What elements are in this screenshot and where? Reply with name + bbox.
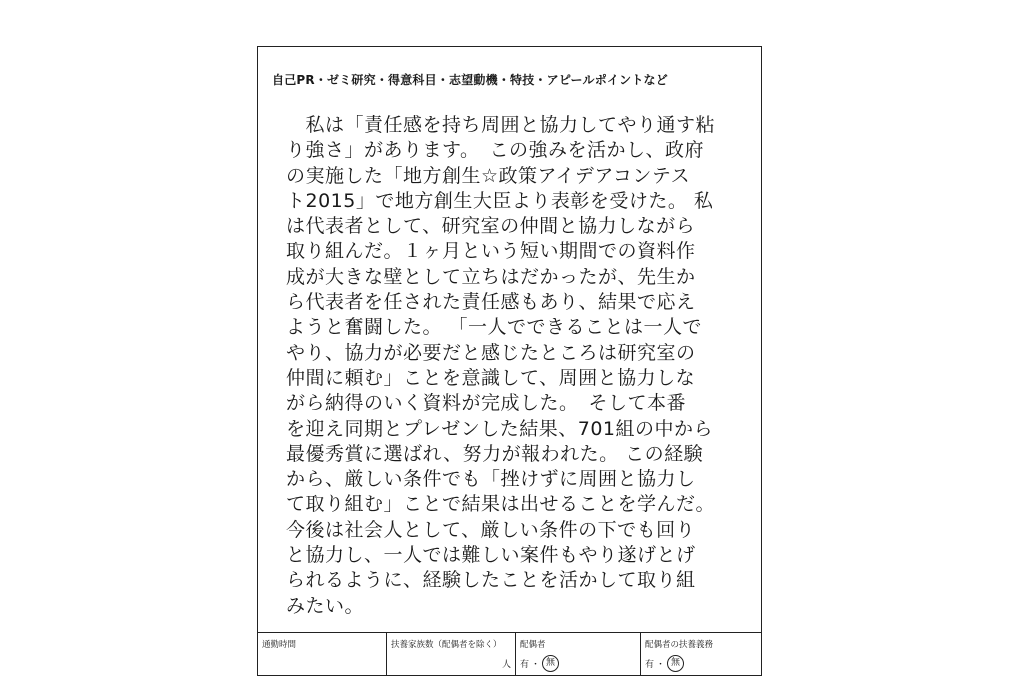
footer-info-row <box>258 632 761 676</box>
body-line: は代表者として、研究室の仲間と協力しながら <box>286 215 696 238</box>
spouse-support-separator: ・ <box>656 660 666 670</box>
body-line: から、厳しい条件でも「挫けずに周囲と協力し <box>286 468 696 491</box>
body-line: ら代表者を任された責任感もあり、結果で応え <box>286 291 696 314</box>
section-title: 自己PR・ゼミ研究・得意科目・志望動機・特技・アピールポイントなど <box>272 73 668 87</box>
body-line: り強さ」があります。 この強みを活かし、政府 <box>286 139 704 162</box>
body-line: 最優秀賞に選ばれ、努力が報われた。 この経験 <box>286 442 704 465</box>
spouse-label: 配偶者 <box>520 640 546 650</box>
dependents-label: 扶養家族数（配偶者を除く） <box>391 640 502 650</box>
commute-time-label: 通勤時間 <box>262 640 297 650</box>
body-line: 取り組んだ。１ヶ月という短い期間での資料作 <box>286 240 696 263</box>
spouse-no-option-selected[interactable]: 無 <box>542 655 559 672</box>
body-line: と協力し、一人では難しい案件もやり遂げとげ <box>286 544 696 567</box>
body-line: の実施した「地方創生☆政策アイデアコンテス <box>286 164 691 187</box>
body-line: がら納得のいく資料が完成した。 そして本番 <box>286 392 687 415</box>
spouse-yes-option[interactable]: 有 <box>520 660 530 670</box>
spouse-support-label: 配偶者の扶養義務 <box>645 640 714 650</box>
spouse-support-cell <box>641 633 761 676</box>
spouse-support-choice <box>645 655 684 672</box>
body-line: みたい。 <box>286 594 365 617</box>
spouse-support-yes-option[interactable]: 有 <box>645 660 655 670</box>
body-line: を迎え同期とプレゼンした結果、701組の中から <box>286 417 714 440</box>
body-line: て取り組む」ことで結果は出せることを学んだ。 <box>286 493 716 516</box>
body-line: られるように、経験したことを活かして取り組 <box>286 569 696 592</box>
body-line: 私は「責任感を持ち周囲と協力してやり通す粘 <box>286 114 716 136</box>
body-line: やり、協力が必要だと感じたところは研究室の <box>286 341 696 364</box>
pr-form-sheet <box>257 46 762 676</box>
body-line: ようと奮闘した。 「一人でできることは一人で <box>286 316 703 339</box>
spouse-separator: ・ <box>531 660 541 670</box>
self-pr-body <box>286 113 746 619</box>
body-line: 今後は社会人として、厳しい条件の下でも回り <box>286 518 696 541</box>
body-line: 成が大きな壁として立ちはだかったが、先生か <box>286 265 696 288</box>
spouse-choice <box>520 655 559 672</box>
body-line: 仲間に頼む」ことを意識して、周囲と協力しな <box>286 366 696 389</box>
dependents-unit: 人 <box>501 660 511 670</box>
spouse-cell <box>516 633 641 676</box>
body-line: ト2015」で地方創生大臣より表彰を受けた。 私 <box>286 189 714 212</box>
commute-time-cell[interactable] <box>258 633 387 676</box>
dependents-cell[interactable] <box>387 633 516 676</box>
spouse-support-no-option-selected[interactable]: 無 <box>667 655 684 672</box>
